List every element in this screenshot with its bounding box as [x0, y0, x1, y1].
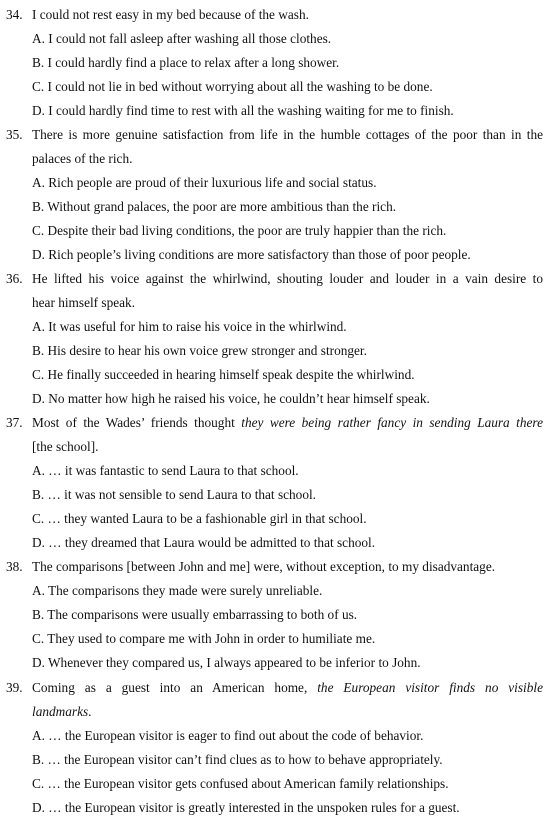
- answer-option: C. They used to compare me with John in order to humiliate me.: [32, 631, 376, 646]
- answer-option: B. … it was not sensible to send Laura to that school.: [32, 487, 316, 502]
- answer-option: D. I could hardly find time to rest with all the washing waiting for me to finish.: [32, 103, 454, 118]
- answer-option: D. Whenever they compared us, I always appeared to be inferior to John.: [32, 655, 421, 670]
- answer-option: A. It was useful for him to raise his voice in the whirlwind.: [32, 319, 347, 334]
- answer-option: C. … the European visitor gets confused about American family relationships.: [32, 776, 449, 791]
- question-stem-continuation: [the school].: [32, 439, 99, 454]
- answer-option: C. Despite their bad living conditions, the poor are truly happier than the rich.: [32, 223, 447, 238]
- answer-option: A. Rich people are proud of their luxurious life and social status.: [32, 175, 377, 190]
- question-stem-continuation: [32, 704, 91, 720]
- answer-option: A. I could not fall asleep after washing all those clothes.: [32, 31, 332, 46]
- question-stem: He lifted his voice against the whirlwind, shouting louder and louder in a vain desire to: [32, 271, 543, 286]
- stem-plain: Most of the Wades’ friends thought: [32, 415, 242, 430]
- question-stem-continuation: palaces of the rich.: [32, 151, 133, 166]
- answer-option: B. I could hardly find a place to relax after a long shower.: [32, 55, 340, 70]
- answer-option: B. His desire to hear his own voice grew stronger and stronger.: [32, 343, 367, 358]
- question-stem: [32, 680, 543, 696]
- stem-italic: they were being rather fancy in sending Laura there: [241, 415, 543, 430]
- answer-option: A. … it was fantastic to send Laura to that school.: [32, 463, 299, 478]
- answer-option: A. … the European visitor is eager to find out about the code of behavior.: [32, 728, 424, 743]
- question-stem: [32, 415, 543, 431]
- question-number: 38.: [6, 559, 23, 574]
- answer-option: B. … the European visitor can’t find clues as to how to behave appropriately.: [32, 752, 443, 767]
- answer-option: B. The comparisons were usually embarrassing to both of us.: [32, 607, 358, 622]
- answer-option: B. Without grand palaces, the poor are more ambitious than the rich.: [32, 199, 397, 214]
- answer-option: D. No matter how high he raised his voice, he couldn’t hear himself speak.: [32, 391, 430, 406]
- answer-option: D. … the European visitor is greatly interested in the unspoken rules for a guest.: [32, 800, 460, 815]
- answer-option: D. … they dreamed that Laura would be admitted to that school.: [32, 535, 376, 550]
- question-number: 39.: [6, 680, 23, 695]
- question-stem: I could not rest easy in my bed because of the wash.: [32, 7, 309, 22]
- answer-option: C. He finally succeeded in hearing himself speak despite the whirlwind.: [32, 367, 415, 382]
- stem-italic: the European visitor finds no visible: [317, 680, 543, 695]
- answer-option: C. I could not lie in bed without worrying about all the washing to be done.: [32, 79, 433, 94]
- question-stem: There is more genuine satisfaction from life in the humble cottages of the poor than in the: [32, 127, 543, 142]
- stem-plain: .: [88, 704, 92, 719]
- question-number: 34.: [6, 7, 23, 22]
- question-number: 37.: [6, 415, 23, 430]
- question-number: 35.: [6, 127, 23, 142]
- stem-italic: landmarks: [32, 704, 89, 719]
- question-stem: The comparisons [between John and me] were, without exception, to my disadvantage.: [32, 559, 496, 574]
- answer-option: D. Rich people’s living conditions are more satisfactory than those of poor people.: [32, 247, 471, 262]
- answer-option: A. The comparisons they made were surely unreliable.: [32, 583, 323, 598]
- question-number: 36.: [6, 271, 23, 286]
- stem-plain: Coming as a guest into an American home,: [32, 680, 318, 695]
- answer-option: C. … they wanted Laura to be a fashionable girl in that school.: [32, 511, 367, 526]
- question-stem-continuation: hear himself speak.: [32, 295, 136, 310]
